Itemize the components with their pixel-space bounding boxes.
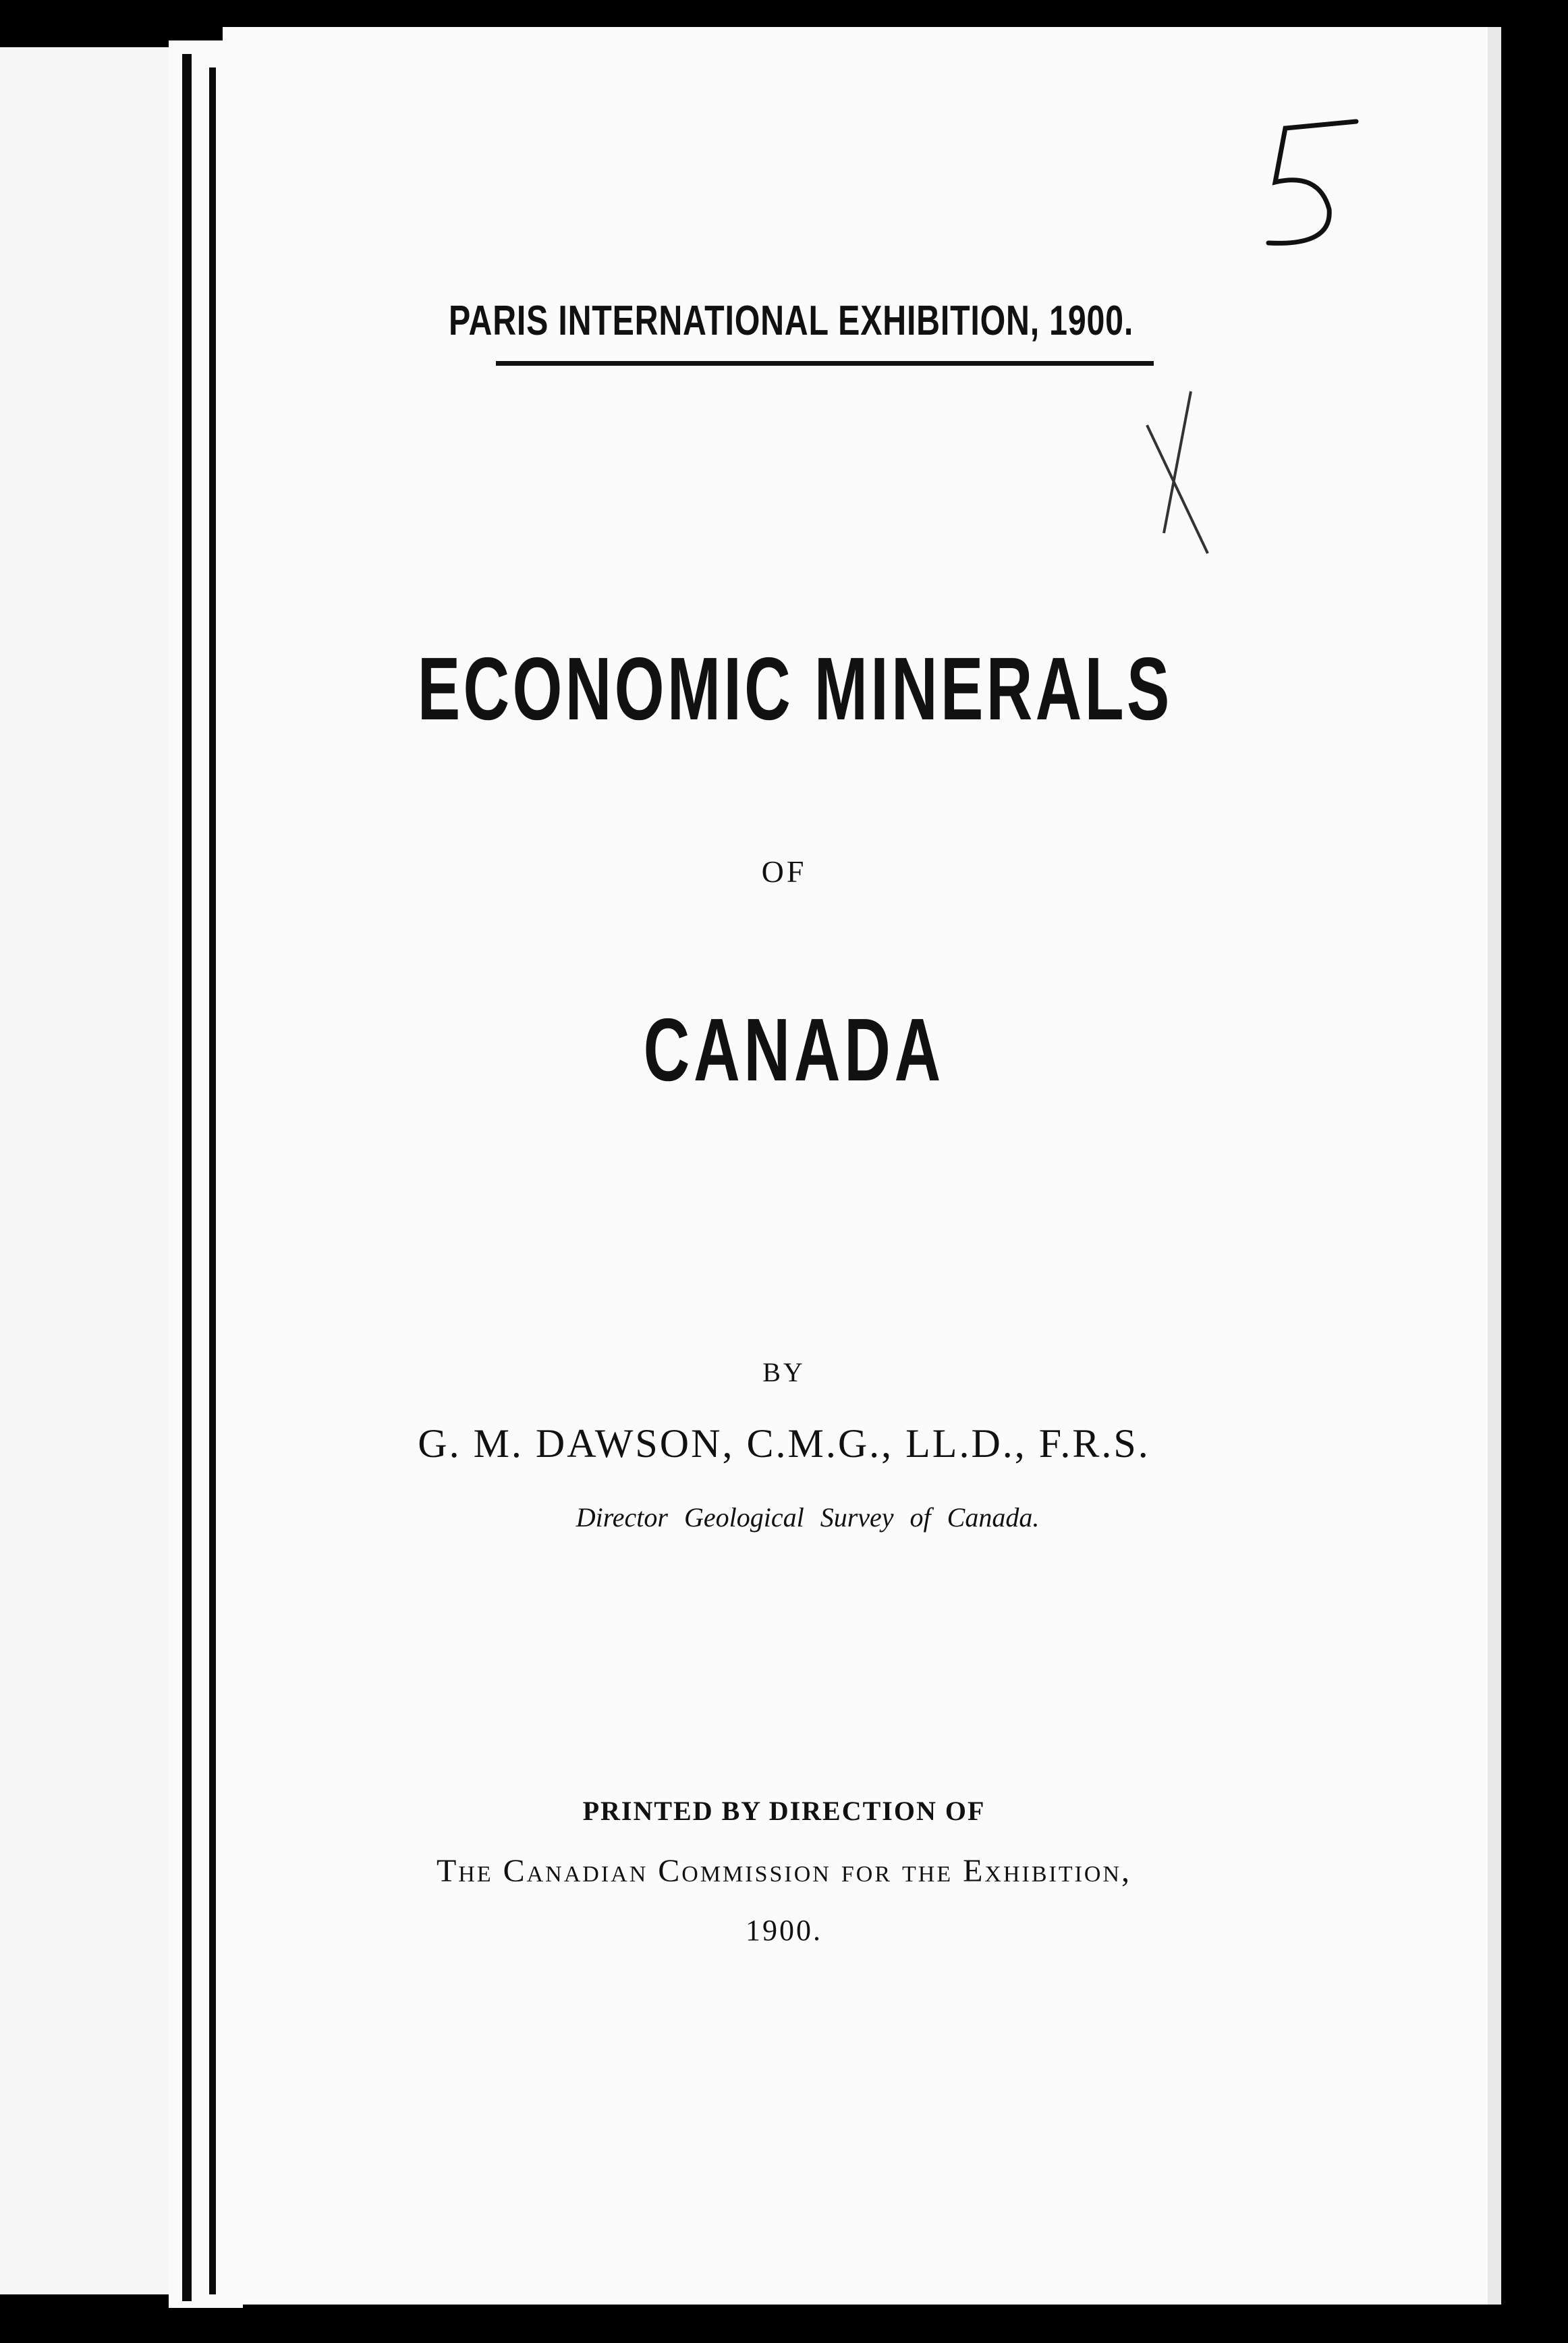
heading-underline bbox=[496, 361, 1154, 366]
book-title: ECONOMIC MINERALS bbox=[417, 639, 1173, 738]
by-label: BY bbox=[762, 1357, 806, 1387]
commission-line: The Canadian Commission for the Exhibition, bbox=[436, 1853, 1132, 1889]
binding-stitch-line bbox=[182, 54, 192, 2301]
exhibition-heading: PARIS INTERNATIONAL EXHIBITION, 1900. bbox=[449, 298, 1134, 344]
title-page bbox=[223, 27, 1495, 2305]
printed-by-line: PRINTED BY DIRECTION OF bbox=[582, 1796, 986, 1826]
title-country: CANADA bbox=[643, 1000, 945, 1099]
page-edge bbox=[1488, 27, 1501, 2305]
facing-page-edge bbox=[0, 47, 169, 2294]
pencil-cross-mark bbox=[1140, 385, 1221, 567]
handwritten-five-stroke bbox=[1268, 121, 1356, 243]
title-connector: OF bbox=[761, 854, 807, 889]
handwritten-page-number bbox=[1255, 108, 1376, 263]
pencil-stroke bbox=[1147, 425, 1208, 553]
publication-year: 1900. bbox=[746, 1914, 822, 1947]
author-position: Director Geological Survey of Canada. bbox=[576, 1502, 1040, 1533]
binding-stitch-line bbox=[209, 67, 216, 2294]
author-name: G. M. DAWSON, C.M.G., LL.D., F.R.S. bbox=[418, 1421, 1150, 1466]
